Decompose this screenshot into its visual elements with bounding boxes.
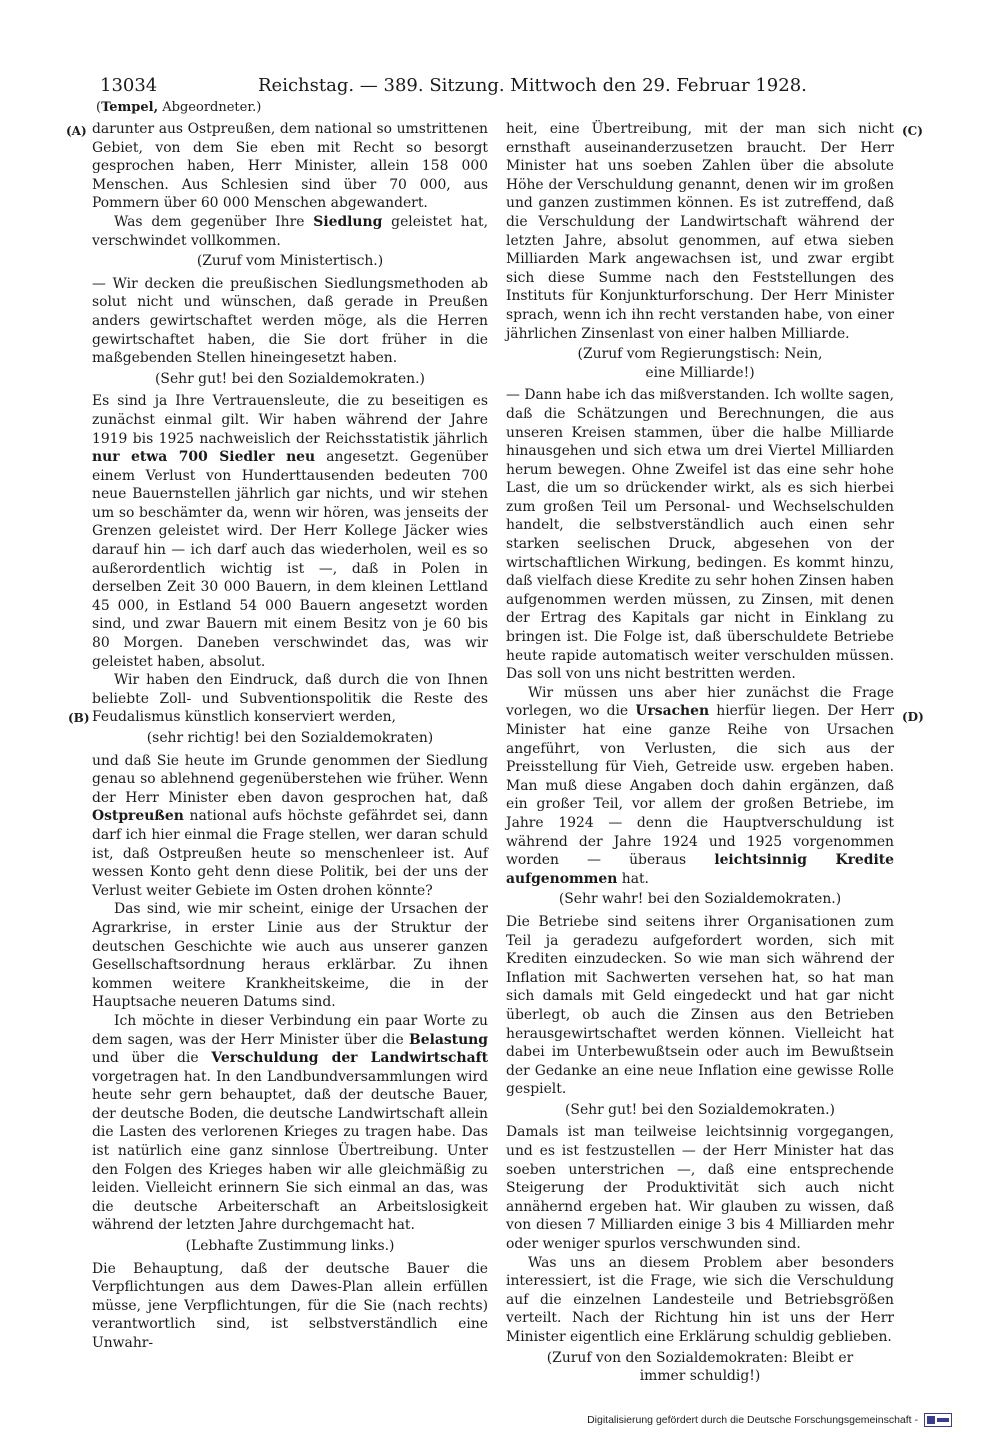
emphasis: Ostpreußen	[92, 808, 184, 825]
speaker-role: Abgeordneter.	[162, 100, 257, 115]
running-head: Reichstag. — 389. Sitzung. Mittwoch den 29. Februar 1928.	[258, 75, 807, 96]
emphasis: Verschuldung der Landwirtschaft	[211, 1050, 488, 1067]
margin-marker-c: (C)	[902, 124, 923, 138]
margin-marker-d: (D)	[902, 710, 924, 724]
paragraph: Wir haben den Eindruck, daß durch die von Ihnen beliebte Zoll- und Subventionspolitik die Reste des Feudalismus künstlich konserviert werden,	[92, 672, 488, 726]
emphasis: Ursachen	[635, 703, 710, 720]
speaker-line: (Tempel, Abgeordneter.)	[96, 100, 262, 115]
paragraph: Was dem gegenüber Ihre Siedlung geleistet hat, verschwindet vollkommen.	[92, 213, 488, 249]
right-column	[506, 120, 894, 1390]
left-column	[92, 120, 488, 1353]
emphasis: nur etwa 700 Siedler neu	[92, 449, 316, 466]
speaker-name: Tempel,	[101, 100, 159, 115]
emphasis: leichtsinnig Kredite aufgenommen	[506, 852, 894, 887]
emphasis: Belastung	[408, 1031, 488, 1048]
paragraph: heit, eine Übertreibung, mit der man sich nicht ernsthaft auseinanderzusetzen braucht. Der Herr Minister hat uns soeben Zahlen über die absolute Höhe der Verschuldung genannt, denen wir im großen und ganzen zustimmen können. Es ist zutreffend, daß die Verschuldung der Landwirtschaft während der letzten Jahre, absolut genommen, auf etwa sieben Milliarden Mark angewachsen ist, und zwar ergibt sich diese Summe nach den Feststellungen des Instituts für Konjunkturforschung. Der Herr Minister sprach, wenn ich ihn recht verstanden habe, von einer jährlichen Zinsenlast von einer halben Milliarde.	[506, 121, 894, 342]
paragraph: Das sind, wie mir scheint, einige der Ursachen der Agrarkrise, in erster Linie aus der Struktur der deutschen Geschichte wie auch aus unserer ganzen Gesellschaftsordnung heraus erklärbar. Zu ihnen kommen weitere Krankheitskeime, die in der Hauptsache neueren Datums sind.	[92, 901, 488, 1011]
paragraph: Wir müssen uns aber hier zunächst die Frage vorlegen, wo die Ursachen hierfür liegen. Der Herr Minister hat eine ganze Reihe von Ursachen angeführt, von Verlusten, die sich aus der Preisstellung für Vieh, Getreide usw. ergeben haben. Man muß diese Angaben doch dahin ergänzen, daß ein großer Teil, vor allem der großen Betriebe, im Jahre 1924 — denn die Hauptverschuldung ist während der Jahre 1924 und 1925 vorgenommen worden — überaus leichtsinnig Kredite aufgenommen hat.	[506, 684, 894, 887]
interjection: (Lebhafte Zustimmung links.)	[185, 1238, 395, 1255]
page-header	[100, 74, 900, 98]
margin-marker-b: (B)	[68, 711, 90, 725]
dfg-logo	[924, 1413, 952, 1427]
interjection: (Sehr gut! bei den Sozialdemokraten.)	[565, 1101, 835, 1118]
digitization-footer	[587, 1413, 952, 1427]
paragraph: — Dann habe ich das mißverstanden. Ich wollte sagen, daß die Schätzungen und Berechnungen, die aus unseren Kreisen stammen, über die halbe Milliarde hinausgehen und sich etwa um drei Viertel Milliarden herum bewegen. Ohne Zweifel ist das eine sehr hohe Last, die um so drückender wirkt, als es sich hierbei zum großen Teil um Personal- und Wechselschulden handelt, die selbstverständlich auch einen sehr starken seelischen Druck, abgesehen von der wirtschaftlichen Wirkung, bedingen. Es kommt hinzu, daß vielfach diese Kredite zu sehr hohen Zinsen haben aufgenommen werden müssen, zu Zinsen, mit denen der Ertrag des Kapitals gar nicht in Einklang zu bringen ist. Die Folge ist, daß überschuldete Betriebe heute rapide automatisch weiter verschulden müssen. Das soll von uns nicht bestritten werden.	[506, 387, 894, 683]
interjection: (Sehr gut! bei den Sozialdemokraten.)	[155, 370, 425, 387]
footer-text: Digitalisierung gefördert durch die Deutsche Forschungsgemeinschaft -	[587, 1414, 918, 1426]
paragraph: Die Behauptung, daß der deutsche Bauer die Verpflichtungen aus dem Dawes-Plan allein erfüllen müsse, jene Verpflichtungen, für die Sie (nach rechts) verantwortlich sind, ist selbstverständlich eine Unwahr-	[92, 1260, 488, 1351]
emphasis: Siedlung	[313, 213, 383, 230]
paragraph: und daß Sie heute im Grunde genommen der Siedlung genau so ablehnend gegenüberstehen wie früher. Wenn der Herr Minister eben davon gesprochen hat, daß Ostpreußen national aufs höchste gefährdet sei, dann darf ich hier einmal die Frage stellen, wer daran schuld ist, daß Ostpreußen heute so menschenleer ist. Auf wessen Konto geht denn diese Politik, bei der uns der Verlust weiter Gebiete im Osten drohen könnte?	[92, 752, 488, 899]
paragraph: darunter aus Ostpreußen, dem national so umstrittenen Gebiet, von dem Sie eben mit Recht so besorgt gesprochen haben, Herr Minister, allein 158 000 Menschen. Aus Schlesien sind über 70 000, aus Pommern über 60 000 Menschen abgewandert.	[92, 121, 488, 212]
interjection: (Zuruf vom Ministertisch.)	[196, 253, 384, 270]
paragraph: Es sind ja Ihre Vertrauensleute, die zu beseitigen es zunächst einmal gilt. Wir haben während der Jahre 1919 bis 1925 nachweislich der Reichsstatistik jährlich nur etwa 700 Siedler neu angesetzt. Gegenüber einem Verlust von Hunderttausenden bedeuten 700 neue Bauernstellen jährlich gar nichts, und wir stehen um so beschämter da, wenn wir hören, was jenseits der Grenzen geleistet wird. Der Herr Kollege Jäcker wies darauf hin — ich darf auch das wiederholen, weil es so außerordentlich wichtig ist —, daß in Polen in derselben Zeit 30 000 Bauern, in dem kleinen Lettland 45 000, in Estland 54 000 Bauern angesetzt worden sind, und zwar Bauern mit einem Besitz von je 60 bis 80 Morgen. Daneben verschwindet das, was wir geleistet haben, absolut.	[92, 393, 488, 670]
interjection: (Zuruf von den Sozialdemokraten: Bleibt er immer schuldig!)	[546, 1349, 854, 1385]
page-number: 13034	[100, 75, 158, 96]
paragraph: — Wir decken die preußischen Siedlungsmethoden ab solut nicht und wünschen, daß gerade in Preußen anders gewirtschaftet werden möge, als die Herren gewirtschaftet haben, die Sie dort früher in die maßgebenden Stellen hineingesetzt haben.	[92, 275, 488, 367]
interjection: (Zuruf vom Regierungstisch: Nein, eine Milliarde!)	[577, 346, 823, 381]
interjection: (Sehr wahr! bei den Sozialdemokraten.)	[558, 891, 842, 908]
interjection: (sehr richtig! bei den Sozialdemokraten)	[146, 730, 434, 746]
paragraph: Damals ist man teilweise leichtsinnig vorgegangen, und es ist festzustellen — der Herr Minister hat das soeben unterstrichen —, daß eine entsprechende Steigerung der Produktivität sich auch nicht annähernd ergeben hat. Wir glauben zu wissen, daß von diesen 7 Milliarden einige 3 bis 4 Milliarden mehr oder weniger spurlos verschwunden sind.	[506, 1124, 894, 1253]
paragraph: Die Betriebe sind seitens ihrer Organisationen zum Teil ja geradezu aufgefordert worden, sich mit Krediten einzudecken. So wie man sich während der Inflation mit Sachwerten versehen hat, so hat man sich damals mit Geld eingedeckt und hat gar nicht überlegt, ob auch die Zinsen aus den Betrieben herausgewirtschaftet werden können. Vielleicht hat dabei im Unterbewußtsein oder auch im Bewußtsein der Gedanke an eine neue Inflation eine gewisse Rolle gespielt.	[506, 913, 894, 1098]
paragraph: Ich möchte in dieser Verbindung ein paar Worte zu dem sagen, was der Herr Minister über die Belastung und über die Verschuldung der Landwirtschaft vorgetragen hat. In den Landbundversammlungen wird heute sehr gern behauptet, daß der deutsche Bauer, der deutsche Boden, die deutsche Landwirtschaft allein die Lasten des verlorenen Krieges zu tragen habe. Das ist natürlich eine ganz sinnlose Übertreibung. Unter den Folgen des Krieges haben wir alle gleichmäßig zu leiden. Vielleicht erinnern Sie sich einmal an das, was die deutsche Arbeiterschaft an Arbeitslosigkeit während der letzten Jahre durchgemacht hat.	[92, 1012, 488, 1234]
paragraph: Was uns an diesem Problem aber besonders interessiert, ist die Frage, wie sich die Verschuldung auf die einzelnen Landesteile und Betriebsgrößen verteilt. Nach der Richtung hin ist uns der Herr Minister eigentlich eine Erklärung schuldig geblieben.	[506, 1254, 894, 1345]
margin-marker-a: (A)	[66, 124, 87, 138]
